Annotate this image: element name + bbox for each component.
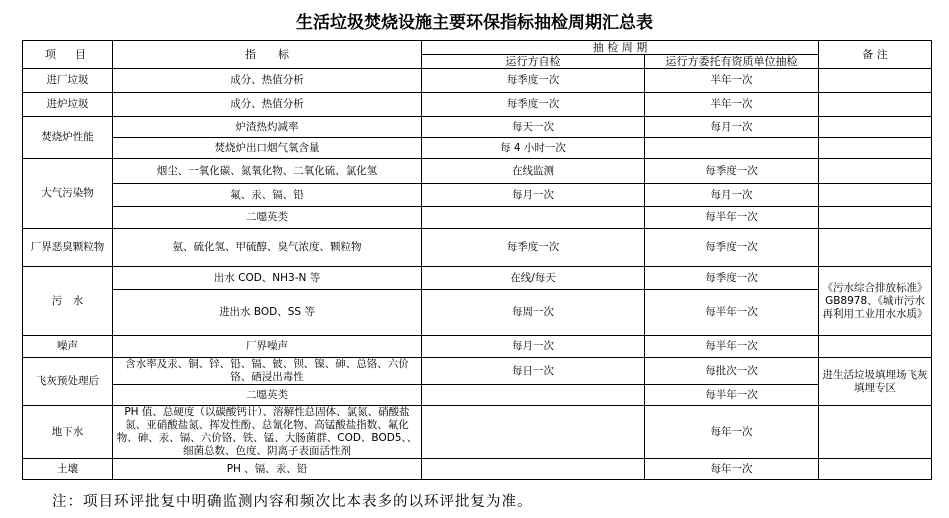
row-self-check: 每季度一次 <box>422 229 645 267</box>
row-self-check: 每月一次 <box>422 184 645 207</box>
row-indicator: 含水率及汞、铜、锌、铅、镉、铍、钡、镍、砷、总铬、六价铬、硒浸出毒性 <box>113 358 422 385</box>
row-indicator: 氟、汞、镉、铅 <box>113 184 422 207</box>
row-indicator: 成分、热值分析 <box>113 69 422 93</box>
row-item: 污 水 <box>23 267 113 336</box>
row-third-party: 半年一次 <box>645 93 819 117</box>
row-self-check: 每月一次 <box>422 336 645 358</box>
header-indicator: 指 标 <box>113 41 422 69</box>
row-self-check: 每周一次 <box>422 290 645 336</box>
row-indicator: PH 、镉、汞、铅 <box>113 459 422 480</box>
row-self-check <box>422 406 645 459</box>
row-remark <box>819 93 932 117</box>
row-item: 土壤 <box>23 459 113 480</box>
row-remark <box>819 159 932 184</box>
row-third-party: 半年一次 <box>645 69 819 93</box>
table-row <box>23 207 932 229</box>
header-third-party: 运行方委托有资质单位抽检 <box>645 55 819 69</box>
row-third-party: 每月一次 <box>645 184 819 207</box>
table-row <box>23 267 932 290</box>
table-title: 生活垃圾焚烧设施主要环保指标抽检周期汇总表 <box>296 13 653 33</box>
row-remark <box>819 138 932 159</box>
row-remark <box>819 336 932 358</box>
footnote: 注：项目环评批复中明确监测内容和频次比本表多的以环评批复为准。 <box>52 494 533 510</box>
table-row <box>23 93 932 117</box>
row-indicator: PH 值、总硬度（以碳酸钙计）、溶解性总固体、氯氮、硝酸盐氮、亚硝酸盐氮、挥发性酚、总氰化物、高锰酸盐指数、氟化物、砷、汞、镉、六价铬、铁、锰、大肠菌群、COD、BOD5、、细菌总数、色度、阴离子表面活性剂 <box>113 406 422 459</box>
row-third-party: 每年一次 <box>645 406 819 459</box>
row-third-party: 每季度一次 <box>645 159 819 184</box>
table-row <box>23 406 932 459</box>
header-item: 项 目 <box>23 41 113 69</box>
row-third-party: 每半年一次 <box>645 385 819 406</box>
table-row <box>23 385 932 406</box>
row-remark <box>819 459 932 480</box>
row-remark <box>819 406 932 459</box>
row-indicator: 成分、热值分析 <box>113 93 422 117</box>
row-item: 进厂垃圾 <box>23 69 113 93</box>
header-period: 抽 检 周 期 <box>422 41 819 55</box>
row-indicator: 炉渣热灼减率 <box>113 117 422 138</box>
row-remark: 进生活垃圾填埋场飞灰填埋专区 <box>819 358 932 406</box>
row-self-check: 在线监测 <box>422 159 645 184</box>
row-remark <box>819 184 932 207</box>
row-third-party: 每半年一次 <box>645 336 819 358</box>
row-self-check: 每季度一次 <box>422 93 645 117</box>
row-self-check: 每 4 小时一次 <box>422 138 645 159</box>
table-row <box>23 117 932 138</box>
row-item: 地下水 <box>23 406 113 459</box>
row-remark <box>819 229 932 267</box>
header-remark: 备 注 <box>819 41 932 69</box>
table-row <box>23 229 932 267</box>
table-row <box>23 290 932 336</box>
table-row <box>23 459 932 480</box>
row-third-party <box>645 138 819 159</box>
row-self-check: 每日一次 <box>422 358 645 385</box>
row-item: 大气污染物 <box>23 159 113 229</box>
row-item: 噪声 <box>23 336 113 358</box>
row-indicator: 进出水 BOD、SS 等 <box>113 290 422 336</box>
row-self-check: 每天一次 <box>422 117 645 138</box>
row-remark <box>819 207 932 229</box>
row-self-check <box>422 459 645 480</box>
row-third-party: 每月一次 <box>645 117 819 138</box>
table-row <box>23 358 932 385</box>
inspection-schedule-table <box>22 40 932 480</box>
row-remark <box>819 117 932 138</box>
row-indicator: 二噁英类 <box>113 207 422 229</box>
row-third-party: 每季度一次 <box>645 267 819 290</box>
row-indicator: 出水 COD、NH3-N 等 <box>113 267 422 290</box>
row-third-party: 每批次一次 <box>645 358 819 385</box>
row-indicator: 烟尘、一氧化碳、氮氧化物、二氧化硫、氯化氢 <box>113 159 422 184</box>
header-self-check: 运行方自检 <box>422 55 645 69</box>
row-third-party: 每半年一次 <box>645 290 819 336</box>
table-row <box>23 184 932 207</box>
table-row <box>23 138 932 159</box>
row-third-party: 每季度一次 <box>645 229 819 267</box>
header-row-1 <box>23 41 932 55</box>
row-item: 飞灰预处理后 <box>23 358 113 406</box>
row-item: 厂界恶臭颗粒物 <box>23 229 113 267</box>
row-self-check: 在线/每天 <box>422 267 645 290</box>
row-third-party: 每半年一次 <box>645 207 819 229</box>
table-row <box>23 159 932 184</box>
row-third-party: 每年一次 <box>645 459 819 480</box>
row-self-check <box>422 385 645 406</box>
row-item: 焚烧炉性能 <box>23 117 113 159</box>
row-remark: 《污水综合排放标准》GB8978、《城市污水再利用工业用水水质》 <box>819 267 932 336</box>
row-indicator: 厂界噪声 <box>113 336 422 358</box>
row-remark <box>819 69 932 93</box>
row-indicator: 二噁英类 <box>113 385 422 406</box>
row-self-check: 每季度一次 <box>422 69 645 93</box>
row-self-check <box>422 207 645 229</box>
row-indicator: 焚烧炉出口烟气氧含量 <box>113 138 422 159</box>
table-row <box>23 336 932 358</box>
row-indicator: 氨、硫化氢、甲硫醇、臭气浓度、颗粒物 <box>113 229 422 267</box>
row-item: 进炉垃圾 <box>23 93 113 117</box>
table-row <box>23 69 932 93</box>
